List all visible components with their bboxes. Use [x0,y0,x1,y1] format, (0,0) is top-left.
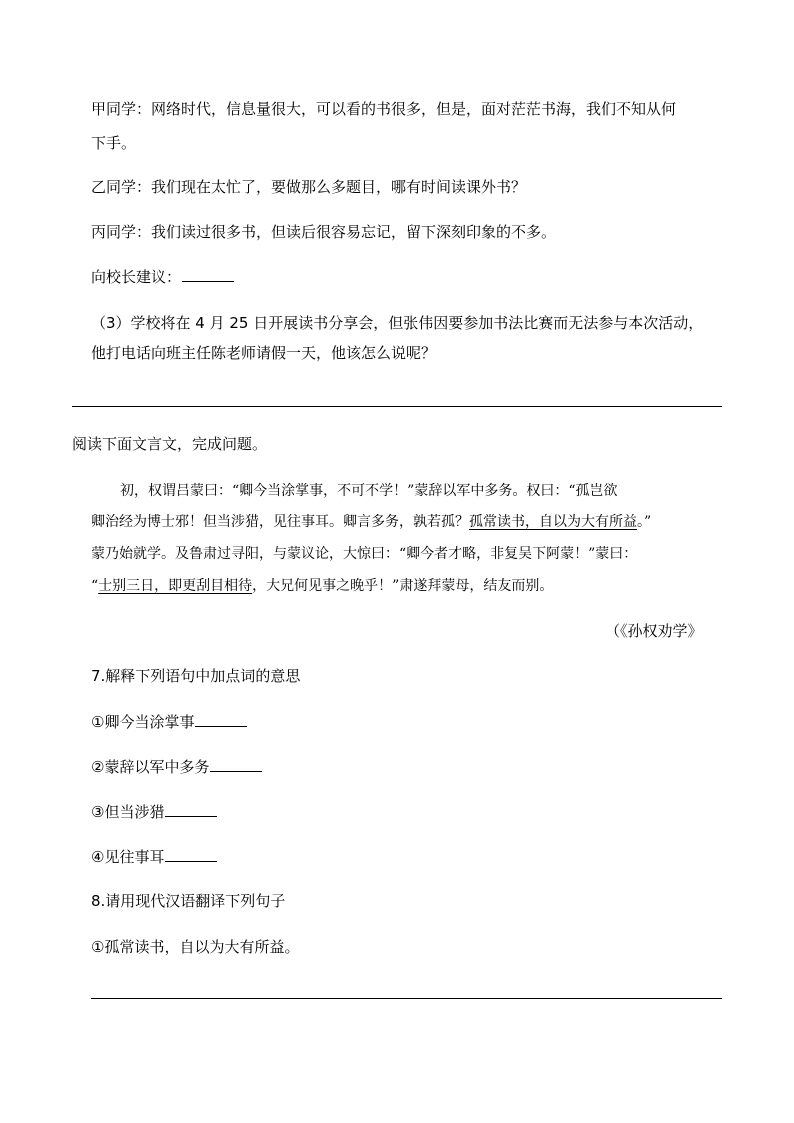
q3-line1: （3）学校将在 4 月 25 日开展读书分享会，但张伟因要参加书法比赛而无法参与本次活动， [91,314,704,332]
classical-text-line2-b: 。” [637,514,652,530]
answer-line-q3[interactable] [72,406,722,407]
dialogue-jia-line1: 甲同学：网络时代，信息量很大，可以看的书很多，但是，面对茫茫书海，我们不知从何 [91,100,677,118]
suggestion-label: 向校长建议： [91,268,182,286]
q7-item-2-text: ②蒙辞以军中多务 [91,758,210,776]
underlined-sentence-1: 孤常读书，自以为大有所益 [469,514,637,530]
q3-line2: 他打电话向班主任陈老师请假一天，他该怎么说呢？ [91,344,437,362]
suggestion-line [91,267,234,287]
answer-line-q8[interactable] [91,998,722,999]
q7-item-4-blank[interactable] [165,847,217,862]
classical-text-line4-b: ，大兄何见事之晚乎！”肃遂拜蒙母，结友而别。 [252,578,554,594]
suggestion-answer-blank[interactable] [182,267,234,282]
source-citation: （《孙权劝学》 [605,622,703,640]
q8-title: 8.请用现代汉语翻译下列句子 [91,892,286,910]
q7-item-3-blank[interactable] [165,802,217,817]
underlined-sentence-2: 士别三日，即更刮目相待 [98,578,253,594]
q7-title: 7.解释下列语句中加点词的意思 [91,667,301,685]
q7-item-2 [91,757,262,777]
q7-item-1-text: ①卿今当涂掌事 [91,713,195,731]
dialogue-yi: 乙同学：我们现在太忙了，要做那么多题目，哪有时间读课外书？ [91,178,527,196]
classical-text-line4-a: “ [91,578,99,594]
reading-instruction: 阅读下面文言文，完成问题。 [72,435,268,453]
classical-text-line2 [91,512,651,532]
q7-item-3-text: ③但当涉猎 [91,803,165,821]
dialogue-bing: 丙同学：我们读过很多书，但读后很容易忘记，留下深刻印象的不多。 [91,223,557,241]
dialogue-jia-line2: 下手。 [91,134,137,152]
q7-item-4 [91,847,217,867]
q8-item-1: ①孤常读书，自以为大有所益。 [91,938,300,956]
classical-text-line2-a: 卿治经为博士邪！但当涉猎，见往事耳。卿言多务，孰若孤？ [91,514,469,530]
q7-item-4-text: ④见往事耳 [91,848,165,866]
q7-item-1 [91,712,247,732]
q7-item-2-blank[interactable] [210,757,262,772]
classical-text-line3: 蒙乃始就学。及鲁肃过寻阳，与蒙议论，大惊曰：“卿今者才略，非复吴下阿蒙！”蒙曰： [91,546,638,562]
classical-text-line4 [91,576,553,596]
q7-item-3 [91,802,217,822]
classical-text-line1: 初，权谓吕蒙曰：“卿今当涂掌事，不可不学！”蒙辞以军中多务。权曰：“孤岂欲 [120,483,618,499]
q7-item-1-blank[interactable] [195,712,247,727]
